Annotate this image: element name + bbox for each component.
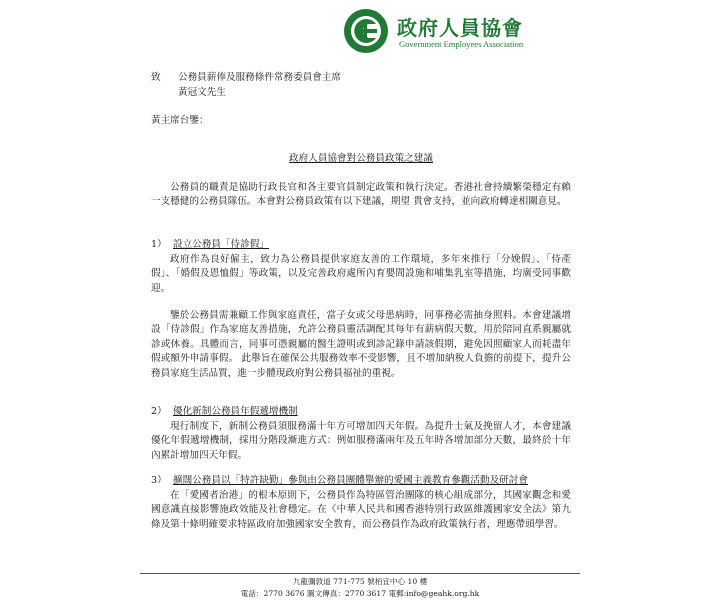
intro-paragraph: 公務員的職責是協助行政長官和各主要官員制定政策和執行決定。香港社會持續繁榮穩定有賴一支穩健的公務員隊伍。本會對公務員政策有以下建議，期望 貴會支持，並向政府轉達相關意見。 [151,182,571,208]
section-2-number: 2） [151,406,167,417]
section-1-paragraph-2: 鑒於公務員需兼顧工作與家庭責任，當子女或父母患病時，同事務必需抽身照料。本會建議增設「侍診假」作為家庭友善措施，允許公務員靈活調配其每年有薪病假天數，用於陪同直系親屬就診或休養。具體而言，同事可憑親屬的醫生證明或到診記錄申請該假期，避免因照顧家人而耗盡年假或額外申請事假。 此舉旨在確保公共服務效率不受影響，且不增加納稅人負擔的前提下，提升公務員家庭生活品質，進一步體現政府對公務員福祉的重視。 [151,310,571,379]
footer-contact: 電話：2770 3676 圖文傳真：2770 3617 電郵:info@geahk.org.hk [240,589,480,598]
letter-subject: 政府人員協會對公務員政策之建議 [289,153,433,164]
salutation: 黃主席台鑒： [151,115,209,126]
recipient-title: 公務員薪俸及服務條件常務委員會主席 [178,72,342,83]
section-1-paragraph-1: 政府作為良好僱主，致力為公務員提供家庭友善的工作環境，多年來推行「分娩假」、「侍產假」、「婚假及恩恤假」等政策，以及完善政府處所內育嬰間設施和哺集乳室等措施，均廣受同事歡迎。 [151,254,571,294]
org-name-chinese: 政府人員協會 [397,16,523,40]
recipient-to-label: 致 [151,72,161,83]
section-3-heading: 擴闊公務員以「特許缺勤」參與由公務員團體舉辦的愛國主義教育參觀活動及研討會 [173,475,528,486]
recipient-name: 黃冠文先生 [178,87,226,98]
section-3-number: 3） [151,475,167,486]
section-2-paragraph-1: 現行制度下，新制公務員須服務滿十年方可增加四天年假。為提升士氣及挽留人才，本會建議優化年假遞增機制，採用分階段漸進方式：例如服務滿兩年及五年時各增加部分天數，最終於十年內累計增加四天年假。 [151,421,571,461]
section-1-heading: 設立公務員「侍診假」 [173,239,269,250]
org-name-english: Government Employees Association [399,39,524,49]
section-2-heading: 優化新制公務員年假遞增機制 [173,406,298,417]
section-3-paragraph-1: 在「愛國者治港」的根本原則下，公務員作為特區管治團隊的核心組成部分，其國家觀念和愛國意識直接影響施政效能及社會穩定。在《中華人民共和國香港特別行政區維護國家安全法》第九條及第十條明確要求特區政府加強國家安全教育，而公務員作為政府政策執行者，理應帶頭學習。 [151,490,571,530]
gea-logo-icon [343,8,389,54]
footer-divider [140,573,580,574]
section-1-number: 1） [151,239,167,250]
footer-address: 九龍彌敦道 771-775 號栢宜中心 10 樓 [292,577,428,586]
